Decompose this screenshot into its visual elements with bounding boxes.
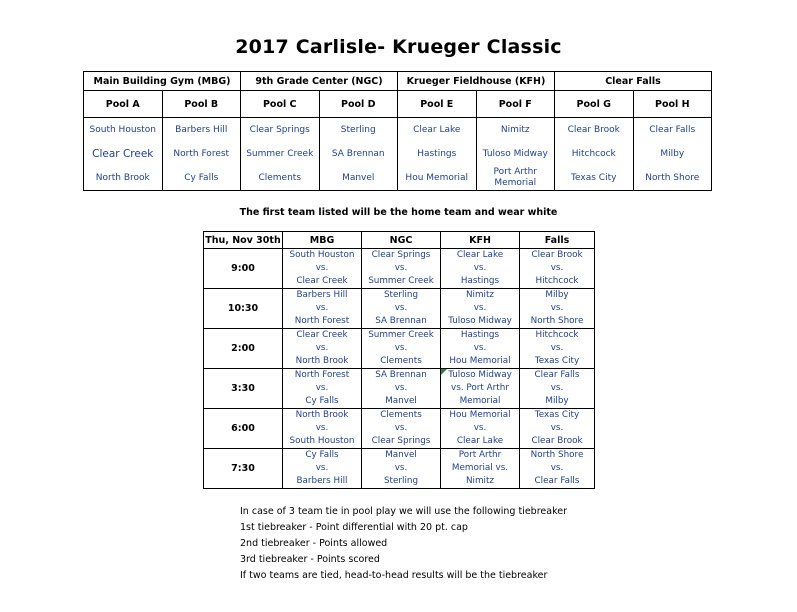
vs-label: vs.: [394, 383, 408, 393]
pool-team-cell: Nimitz: [476, 118, 555, 143]
pool-team-cell: Port Arthr Memorial: [476, 166, 555, 191]
pool-team-cell: North Shore: [633, 166, 712, 191]
pool-team-cell: Sterling: [319, 118, 398, 143]
schedule-row: [204, 449, 595, 489]
vs-label: vs.: [394, 303, 408, 313]
away-team: Texas City: [534, 356, 580, 366]
away-team: Clear Falls: [534, 476, 580, 486]
game-cell: [362, 449, 441, 489]
game-cell: [362, 249, 441, 289]
pool-team-row: [84, 118, 712, 143]
away-team: Clear Springs: [371, 436, 431, 446]
pool-header: Pool D: [319, 91, 398, 118]
game-cell: [283, 249, 362, 289]
schedule-header-row: [204, 232, 595, 249]
vs-label: vs.: [550, 423, 564, 433]
game-cell: [441, 449, 520, 489]
pool-header: Pool F: [476, 91, 555, 118]
game-cell: [283, 329, 362, 369]
tiebreaker-line: If two teams are tied, head-to-head results will be the tiebreaker: [240, 570, 548, 581]
vs-label: vs.: [394, 463, 408, 473]
away-team: Clements: [380, 356, 422, 366]
game-cell: [283, 289, 362, 329]
pool-team-cell: SA Brennan: [319, 142, 398, 166]
pools-table: [83, 71, 712, 191]
game-cell: [441, 289, 520, 329]
vs-label: vs.: [550, 463, 564, 473]
cell-comment-marker: [441, 369, 447, 375]
page-title: 2017 Carlisle- Krueger Classic: [235, 36, 562, 58]
home-team: Clear Creek: [296, 330, 348, 340]
away-team: Clear Lake: [456, 436, 504, 446]
pool-header: Pool B: [162, 91, 241, 118]
vs-label: vs.: [550, 303, 564, 313]
home-team: Port Arthr: [458, 450, 502, 460]
home-team: Clear Falls: [534, 370, 580, 380]
schedule-row: [204, 369, 595, 409]
home-team: Hou Memorial: [449, 410, 511, 420]
game-time: 2:00: [204, 329, 283, 369]
pool-header: Pool A: [84, 91, 163, 118]
away-team: Hitchcock: [535, 276, 579, 286]
home-team: Texas City: [534, 410, 580, 420]
home-team: North Brook: [295, 410, 349, 420]
vs-label: vs.: [315, 383, 329, 393]
home-team: North Forest: [294, 370, 350, 380]
pool-team-row: [84, 142, 712, 166]
home-team: Sterling: [383, 290, 419, 300]
game-cell: [362, 289, 441, 329]
away-team: North Brook: [295, 356, 349, 366]
home-team: SA Brennan: [375, 370, 427, 380]
game-cell: [520, 249, 595, 289]
pool-header: Pool H: [633, 91, 712, 118]
away-team: Memorial: [459, 396, 501, 406]
away-team: Nimitz: [465, 476, 495, 486]
game-cell: [520, 289, 595, 329]
pool-team-cell: Clements: [241, 166, 320, 191]
pool-header: Pool C: [241, 91, 320, 118]
game-cell: [441, 329, 520, 369]
game-cell: [283, 369, 362, 409]
home-team: Milby: [545, 290, 569, 300]
tiebreaker-intro: In case of 3 team tie in pool play we will use the following tiebreaker: [240, 506, 567, 517]
vs-label: vs.: [315, 263, 329, 273]
vs-label: vs.: [315, 303, 329, 313]
venue-header: 9th Grade Center (NGC): [241, 72, 398, 91]
pool-header-row: [84, 91, 712, 118]
away-team: Cy Falls: [305, 396, 339, 406]
vs-label: vs.: [473, 263, 487, 273]
game-time: 9:00: [204, 249, 283, 289]
tiebreaker-line: 2nd tiebreaker - Points allowed: [240, 538, 388, 549]
away-team: Summer Creek: [368, 276, 434, 286]
pool-team-cell: Clear Falls: [633, 118, 712, 143]
schedule-row: [204, 249, 595, 289]
vs-label: vs.: [394, 263, 408, 273]
game-cell: [362, 409, 441, 449]
away-team: Sterling: [383, 476, 419, 486]
pool-team-cell: Clear Creek: [84, 142, 163, 166]
vs-label: vs.: [473, 343, 487, 353]
away-team: North Shore: [530, 316, 584, 326]
home-team: North Shore: [530, 450, 584, 460]
home-team: Barbers Hill: [296, 290, 348, 300]
pool-team-cell: South Houston: [84, 118, 163, 143]
away-team: Clear Brook: [531, 436, 583, 446]
game-cell: [441, 369, 520, 409]
schedule-row: [204, 289, 595, 329]
vs-label: vs.: [315, 343, 329, 353]
pool-team-cell: Barbers Hill: [162, 118, 241, 143]
schedule-row: [204, 409, 595, 449]
game-time: 10:30: [204, 289, 283, 329]
away-team: SA Brennan: [375, 316, 427, 326]
game-cell: [441, 249, 520, 289]
home-team: Manvel: [385, 450, 417, 460]
vs-label: vs.: [550, 343, 564, 353]
home-team: South Houston: [289, 250, 355, 260]
game-cell: [362, 369, 441, 409]
pool-team-cell: Hastings: [398, 142, 477, 166]
game-cell: [441, 409, 520, 449]
away-team: Barbers Hill: [296, 476, 348, 486]
home-team: Clear Brook: [531, 250, 583, 260]
game-cell: [520, 329, 595, 369]
pool-team-cell: Hou Memorial: [398, 166, 477, 191]
tiebreaker-line: 1st tiebreaker - Point differential with 20 pt. cap: [240, 522, 468, 533]
pool-header: Pool E: [398, 91, 477, 118]
vs-label: vs. Port Arthr: [451, 383, 509, 393]
home-team: Clements: [380, 410, 422, 420]
away-team: Milby: [545, 396, 569, 406]
home-team-note: The first team listed will be the home team and wear white: [239, 207, 558, 218]
venue-header: Main Building Gym (MBG): [84, 72, 241, 91]
home-team: Cy Falls: [305, 450, 339, 460]
venue-header-row: [84, 72, 712, 91]
away-team: Tuloso Midway: [448, 316, 512, 326]
vs-label: vs.: [394, 423, 408, 433]
game-cell: [362, 329, 441, 369]
home-team: Clear Lake: [456, 250, 504, 260]
schedule-venue-header: MBG: [283, 232, 362, 249]
pool-team-cell: Texas City: [555, 166, 634, 191]
home-team: Clear Springs: [371, 250, 431, 260]
pool-team-cell: Tuloso Midway: [476, 142, 555, 166]
schedule-venue-header: NGC: [362, 232, 441, 249]
tiebreaker-notes: [240, 504, 567, 584]
vs-label: vs.: [315, 463, 329, 473]
vs-label: vs.: [394, 343, 408, 353]
vs-label: vs.: [473, 423, 487, 433]
home-team: Hitchcock: [535, 330, 579, 340]
vs-label: vs.: [473, 303, 487, 313]
schedule-venue-header: Falls: [520, 232, 595, 249]
pool-header: Pool G: [555, 91, 634, 118]
pool-team-cell: Clear Brook: [555, 118, 634, 143]
venue-header: Clear Falls: [555, 72, 712, 91]
game-cell: [520, 409, 595, 449]
home-team: Tuloso Midway: [448, 370, 512, 380]
away-team: Hou Memorial: [449, 356, 511, 366]
pool-team-cell: Summer Creek: [241, 142, 320, 166]
pool-team-cell: North Forest: [162, 142, 241, 166]
game-cell: [283, 409, 362, 449]
vs-label: vs.: [550, 263, 564, 273]
schedule-table: [203, 231, 595, 489]
home-team: Hastings: [460, 330, 500, 340]
away-team: Manvel: [385, 396, 417, 406]
vs-label: Memorial vs.: [451, 463, 509, 473]
pool-team-row: [84, 166, 712, 191]
schedule-venue-header: KFH: [441, 232, 520, 249]
pool-team-cell: Hitchcock: [555, 142, 634, 166]
game-cell: [520, 449, 595, 489]
schedule-row: [204, 329, 595, 369]
pool-team-cell: Manvel: [319, 166, 398, 191]
schedule-date-header: Thu, Nov 30th: [204, 232, 283, 249]
tiebreaker-line: 3rd tiebreaker - Points scored: [240, 554, 380, 565]
game-cell: [283, 449, 362, 489]
vs-label: vs.: [550, 383, 564, 393]
game-time: 3:30: [204, 369, 283, 409]
away-team: Hastings: [460, 276, 500, 286]
game-time: 6:00: [204, 409, 283, 449]
away-team: South Houston: [289, 436, 355, 446]
game-cell: [520, 369, 595, 409]
vs-label: vs.: [315, 423, 329, 433]
venue-header: Krueger Fieldhouse (KFH): [398, 72, 555, 91]
home-team: Nimitz: [465, 290, 495, 300]
home-team: Summer Creek: [368, 330, 434, 340]
pool-team-cell: Clear Lake: [398, 118, 477, 143]
pool-team-cell: Clear Springs: [241, 118, 320, 143]
away-team: North Forest: [294, 316, 350, 326]
pool-team-cell: Milby: [633, 142, 712, 166]
pool-team-cell: North Brook: [84, 166, 163, 191]
pool-team-cell: Cy Falls: [162, 166, 241, 191]
away-team: Clear Creek: [296, 276, 348, 286]
game-time: 7:30: [204, 449, 283, 489]
